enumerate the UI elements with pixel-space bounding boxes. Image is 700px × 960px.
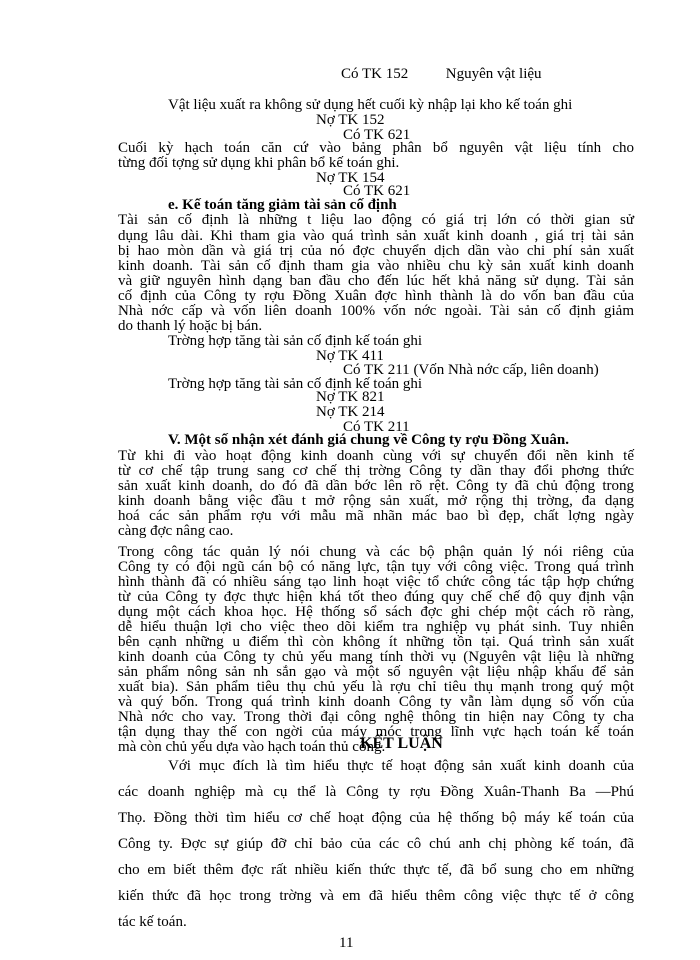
- paragraph-line: kinh doanh. Tài sản cố định tham gia vào nhiều chu kỳ sản xuất kinh doanh: [118, 258, 634, 274]
- journal-note: (Vốn Nhà nớc cấp, liên doanh): [413, 362, 599, 378]
- paragraph-line: hoá các sản phẩm rợu với mẫu mã nhãn mác bao bì đẹp, chất lợng ngày: [118, 508, 634, 524]
- paragraph-line: kinh doanh của Công ty chủ yếu mang tính thời vụ (Nguyên vật liệu là những: [118, 649, 634, 665]
- paragraph-line: từ cơ chế tập trung sang cơ chế thị trờng Công ty dần thay đổi phơng thức: [118, 463, 634, 479]
- paragraph-line: Công ty có đội ngũ cán bộ có năng lực, tận tụy với công việc. Trong quá trình: [118, 559, 634, 575]
- paragraph-line: dễ hiểu thuận lợi cho việc theo dõi kiểm tra nghiệp vụ phát sinh. Tuy nhiên: [118, 619, 634, 635]
- paragraph-line: do thanh lý hoặc bị bán.: [118, 318, 263, 334]
- case-increase-text: Trờng hợp tăng tài sản cố định kế toán ghi: [168, 333, 423, 349]
- top-entry-account: Có TK 152: [341, 66, 409, 82]
- paragraph-line: kinh doanh bằng việc đầu t mở rộng sản xuất, mở rộng thị trờng, đa dạng: [118, 493, 634, 509]
- journal-credit: Có TK 211: [343, 419, 410, 435]
- paragraph-line: càng đợc nâng cao.: [118, 523, 234, 539]
- top-entry: [341, 66, 542, 82]
- paragraph-line: dụng lâu dài. Khi tham gia vào quá trình sản xuất kinh doanh , giá trị tài sản: [118, 228, 634, 244]
- conclusion-line: Thọ. Đồng thời tìm hiểu cơ chế hoạt động của hệ thống bộ máy kế toán của: [118, 810, 634, 826]
- journal-debit: Nợ TK 152: [316, 112, 385, 128]
- conclusion-line: tác kế toán.: [118, 914, 187, 930]
- paragraph-line: sản phẩm nông sản nh sắn gạo và một số nguyên vật liệu nhập khẩu để sản: [118, 664, 634, 680]
- journal-credit: Có TK 621: [343, 127, 411, 143]
- paragraph-allocation-line: Cuối kỳ hạch toán căn cứ vào bảng phân bổ nguyên vật liệu tính cho: [118, 140, 634, 156]
- paragraph-allocation-line: từng đối tợng sử dụng khi phân bổ kế toán ghi.: [118, 155, 400, 171]
- paragraph-line: mà còn chủ yếu dựa vào hạch toán thủ công.: [118, 739, 386, 755]
- paragraph-line: hình thành đã có nhiều sáng tạo linh hoạt việc tổ chức công tác tập hợp chứng: [118, 574, 634, 590]
- paragraph-line: tận dụng thay thế con ngời của máy móc trong lĩnh vực hạch toán kế toán: [118, 724, 634, 740]
- journal-debit: Nợ TK 821: [316, 389, 385, 405]
- paragraph-line: cố định của Công ty rợu Đồng Xuân đợc hình thành là do vốn ban đầu của: [118, 288, 634, 304]
- journal-debit: Nợ TK 214: [316, 404, 385, 420]
- paragraph-line: Tài sản cố định là những t liệu lao động có giá trị lớn có thời gian sử: [118, 212, 634, 228]
- conclusion-line: cho em biết thêm đợc rất nhiều kiến thức thực tế, đã bổ sung cho em những: [118, 862, 634, 878]
- journal-debit: Nợ TK 411: [316, 348, 384, 364]
- section-heading-e: e. Kế toán tăng giảm tài sản cố định: [168, 197, 397, 213]
- conclusion-title: KẾT LUẬN: [360, 735, 443, 752]
- journal-credit: Có TK 621: [343, 183, 411, 199]
- section-heading-v: V. Một số nhận xét đánh giá chung về Công ty rợu Đồng Xuân.: [168, 432, 570, 448]
- paragraph-line: dụng một cách khoa học. Hệ thống sổ sách đợc ghi chép một cách rõ ràng,: [118, 604, 634, 620]
- conclusion-line: các doanh nghiệp mà cụ thể là Công ty rợu Đồng Xuân-Thanh Ba —Phú: [118, 784, 634, 800]
- paragraph-line: sản xuất kinh doanh, do đó đã dần bớc lên rõ rệt. Công ty đã chủ động trong: [118, 478, 634, 494]
- paragraph-line: Nhà nớc cho vay. Trong thời đại công nghệ thông tin hiện nay Công ty cha: [118, 709, 634, 725]
- conclusion-line: Công ty. Đợc sự giúp đỡ chỉ bảo của các cô chú anh chị phòng kế toán, đã: [118, 836, 634, 852]
- paragraph-line: Nhà nớc cấp và vốn liên doanh 100% vốn nớc ngoài. Tài sản cố định giảm: [118, 303, 634, 319]
- conclusion-line: Với mục đích là tìm hiểu thực tế hoạt động sản xuất kinh doanh của: [168, 758, 634, 774]
- paragraph-line: và giữ nguyên hình dạng ban đầu cho đến lúc hết khả năng sử dụng. Tài sản: [118, 273, 634, 289]
- journal-credit: Có TK 211: [343, 362, 410, 378]
- top-entry-label: Nguyên vật liệu: [445, 66, 542, 82]
- page-number: 11: [339, 935, 354, 951]
- paragraph-line: bên cạnh những u điểm thì còn không ít những tồn tại. Quá trình sản xuất: [118, 634, 634, 650]
- paragraph-line: Trong công tác quản lý nói chung và các bộ phận quản lý nói riêng của: [118, 544, 634, 560]
- paragraph-line: bị hao mòn dần và giá trị của nó đợc chuyển dịch dần vào chi phí sản xuất: [118, 243, 634, 259]
- paragraph-return-materials: Vật liệu xuất ra không sử dụng hết cuối kỳ nhập lại kho kế toán ghi: [168, 97, 573, 113]
- conclusion-line: kiến thức đã học trong trờng và em đã hiểu thêm công việc thực tế ở công: [118, 888, 634, 904]
- paragraph-line: và quý bốn. Trong quá trình kinh doanh Công ty vẫn làm dụng số vốn của: [118, 694, 634, 710]
- paragraph-line: Từ khi đi vào hoạt động kinh doanh cùng với sự chuyển đổi nền kinh tế: [118, 448, 634, 464]
- journal-debit: Nợ TK 154: [316, 170, 385, 186]
- paragraph-line: xuất bia). Sản phẩm tiêu thụ chủ yếu là rợu chỉ tiêu thụ mạnh trong quý một: [118, 679, 634, 695]
- case-increase-text: Trờng hợp tăng tài sản cố định kế toán ghi: [168, 376, 423, 392]
- paragraph-line: từ của Công ty đợc thực hiện khá tốt theo đúng quy chế chế độ quy định vận: [118, 589, 634, 605]
